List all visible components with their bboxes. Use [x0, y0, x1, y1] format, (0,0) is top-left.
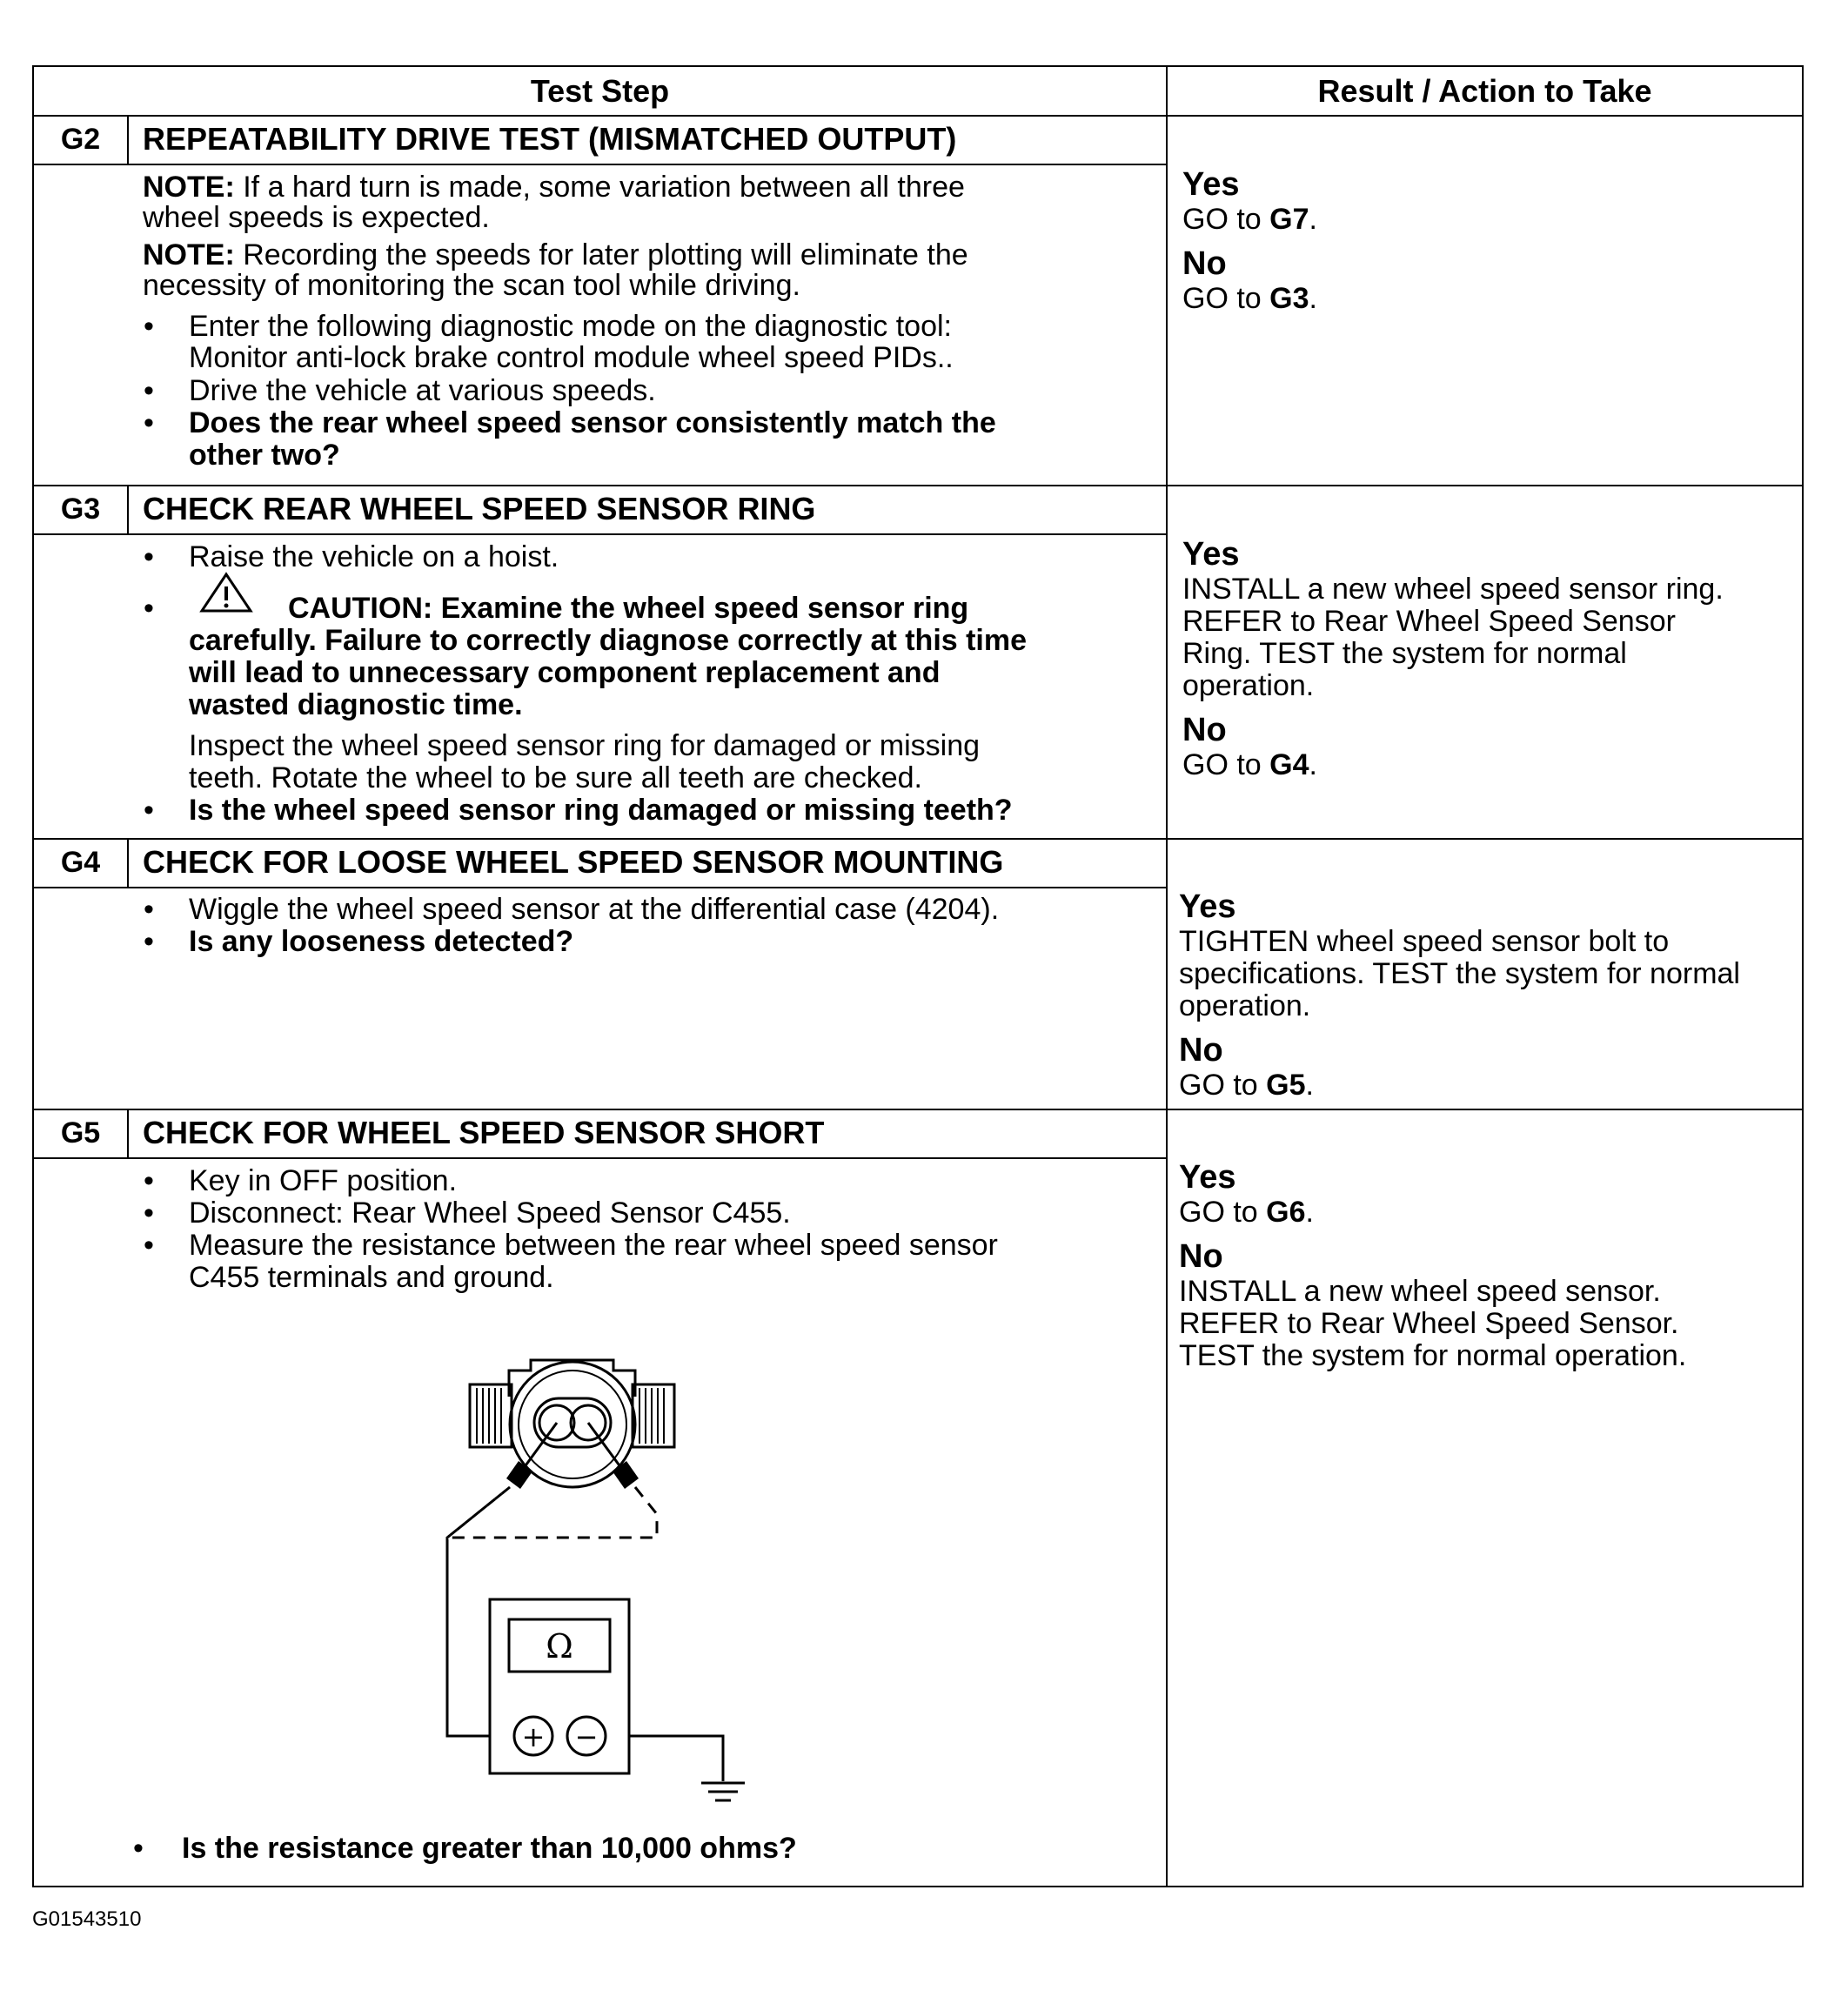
bullet: •: [144, 794, 154, 827]
g5-yes-label: Yes: [1179, 1159, 1236, 1196]
g5-yes-action: GO to G6.: [1179, 1196, 1314, 1229]
g3-no-label: No: [1182, 712, 1227, 748]
g2-note1-line2: wheel speeds is expected.: [143, 201, 490, 234]
g4-no-action: GO to G5.: [1179, 1069, 1314, 1102]
bullet: •: [144, 893, 154, 926]
code-divider-g5: [127, 1109, 129, 1158]
step-title-g5: CHECK FOR WHEEL SPEED SENSOR SHORT: [143, 1115, 825, 1150]
step-code-g4: G4: [60, 846, 101, 879]
g3-yes-line1: INSTALL a new wheel speed sensor ring.: [1182, 573, 1724, 606]
g3-bullet1: Raise the vehicle on a hoist.: [189, 540, 559, 573]
g5-bullet3-line2: C455 terminals and ground.: [189, 1261, 554, 1294]
g5-title-rule: [34, 1157, 1167, 1159]
g3-caution-line1: CAUTION: Examine the wheel speed sensor ring: [288, 592, 969, 625]
g2-title-rule: [34, 164, 1167, 165]
code-divider-g2: [127, 116, 129, 164]
g5-bullet3-line1: Measure the resistance between the rear wheel speed sensor: [189, 1229, 998, 1262]
g2-bullet2: Drive the vehicle at various speeds.: [189, 374, 656, 407]
bullet: •: [144, 374, 154, 407]
g2-no-action: GO to G3.: [1182, 282, 1317, 315]
g4-question: Is any looseness detected?: [189, 925, 574, 958]
bullet: •: [133, 1832, 144, 1865]
g3-caution-line4: wasted diagnostic time.: [189, 688, 523, 721]
g4-yes-line1: TIGHTEN wheel speed sensor bolt to: [1179, 925, 1670, 958]
g5-no-line2: REFER to Rear Wheel Speed Sensor.: [1179, 1307, 1679, 1340]
g3-yes-line2: REFER to Rear Wheel Speed Sensor: [1182, 605, 1676, 638]
warning-triangle-icon: [199, 572, 253, 613]
step-code-g2: G2: [60, 123, 101, 156]
g2-yes-action: GO to G7.: [1182, 203, 1317, 236]
bullet: •: [144, 406, 154, 439]
step-code-g5: G5: [60, 1116, 101, 1149]
g4-bullet1: Wiggle the wheel speed sensor at the differential case (4204).: [189, 893, 1000, 926]
header-test-step: Test Step: [530, 73, 670, 109]
g5-question: Is the resistance greater than 10,000 ohms?: [182, 1832, 797, 1865]
figure-id: G01543510: [32, 1907, 142, 1931]
g3-yes-line3: Ring. TEST the system for normal: [1182, 637, 1627, 670]
step-title-g2: REPEATABILITY DRIVE TEST (MISMATCHED OUTPUT): [143, 121, 957, 157]
g2-note2-line1: NOTE: Recording the speeds for later plotting will eliminate the: [143, 238, 968, 271]
g3-yes-line4: operation.: [1182, 669, 1315, 702]
ohmmeter-diagram: [435, 1353, 835, 1823]
code-divider-g4: [127, 839, 129, 888]
negative-terminal-label: −: [574, 1720, 599, 1753]
bullet: •: [144, 1229, 154, 1262]
positive-terminal-label: +: [521, 1720, 546, 1753]
g3-title-rule: [34, 533, 1167, 535]
g2-bullet1-line2: Monitor anti-lock brake control module wheel speed PIDs..: [189, 341, 954, 374]
step-code-g3: G3: [60, 493, 101, 526]
g4-title-rule: [34, 887, 1167, 888]
g3-caution-line3: will lead to unnecessary component replacement and: [189, 656, 941, 689]
g3-question: Is the wheel speed sensor ring damaged or missing teeth?: [189, 794, 1013, 827]
g5-no-line1: INSTALL a new wheel speed sensor.: [1179, 1275, 1661, 1308]
ohmmeter: [490, 1599, 629, 1773]
bullet: •: [144, 540, 154, 573]
g2-question-line1: Does the rear wheel speed sensor consistently match the: [189, 406, 996, 439]
g4-no-label: No: [1179, 1032, 1223, 1069]
step-title-g3: CHECK REAR WHEEL SPEED SENSOR RING: [143, 491, 816, 526]
g2-no-label: No: [1182, 245, 1227, 282]
bullet: •: [144, 1164, 154, 1197]
g2-note2-line2: necessity of monitoring the scan tool while driving.: [143, 269, 800, 302]
g3-inspect-line2: teeth. Rotate the wheel to be sure all teeth are checked.: [189, 761, 922, 794]
g4-yes-label: Yes: [1179, 888, 1236, 925]
test-step-table: [32, 65, 1804, 1887]
bullet: •: [144, 1196, 154, 1230]
g5-bullet1: Key in OFF position.: [189, 1164, 458, 1197]
bullet: •: [144, 925, 154, 958]
code-divider-g3: [127, 486, 129, 534]
bullet: •: [144, 592, 154, 625]
sensor-connector-illustration: [470, 1360, 674, 1487]
g3-no-action: GO to G4.: [1182, 748, 1317, 781]
g5-bullet2: Disconnect: Rear Wheel Speed Sensor C455.: [189, 1196, 791, 1230]
g2-yes-label: Yes: [1182, 166, 1240, 203]
g3-yes-label: Yes: [1182, 536, 1240, 573]
bullet: •: [144, 310, 154, 343]
g2-question-line2: other two?: [189, 439, 340, 472]
g4-yes-line3: operation.: [1179, 989, 1311, 1022]
g3-caution-line2: carefully. Failure to correctly diagnose correctly at this time: [189, 624, 1028, 657]
ground-symbol-icon: [701, 1783, 745, 1800]
g3-inspect-line1: Inspect the wheel speed sensor ring for damaged or missing: [189, 729, 981, 762]
step-title-g4: CHECK FOR LOOSE WHEEL SPEED SENSOR MOUNTING: [143, 844, 1004, 880]
g2-note1-line1: NOTE: If a hard turn is made, some variation between all three: [143, 171, 965, 204]
g2-bullet1-line1: Enter the following diagnostic mode on the diagnostic tool:: [189, 310, 952, 343]
g5-no-label: No: [1179, 1238, 1223, 1275]
column-divider: [1166, 67, 1168, 1886]
header-result: Result / Action to Take: [1317, 73, 1652, 109]
ohm-symbol: Ω: [546, 1627, 573, 1666]
g5-no-line3: TEST the system for normal operation.: [1179, 1339, 1687, 1372]
g4-yes-line2: specifications. TEST the system for normal: [1179, 957, 1740, 990]
